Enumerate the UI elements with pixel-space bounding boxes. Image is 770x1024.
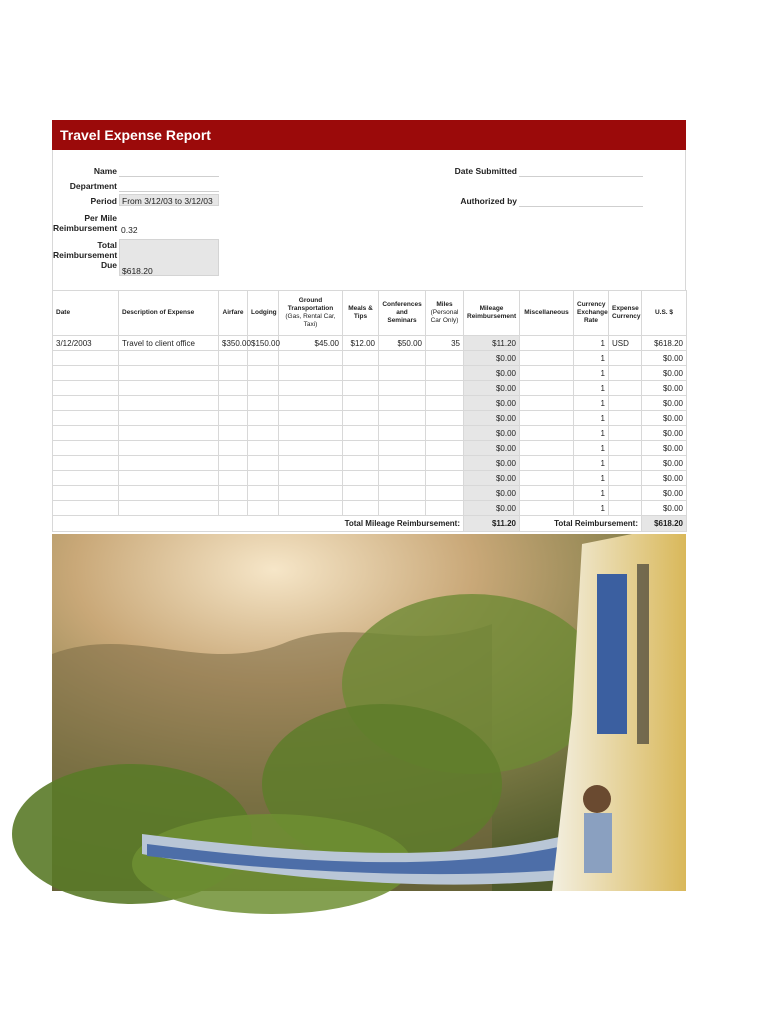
- cell-meals[interactable]: [343, 381, 379, 396]
- report-title: Travel Expense Report: [52, 120, 686, 150]
- authorized-by-field[interactable]: [519, 195, 643, 207]
- cell-lodging[interactable]: [248, 411, 279, 426]
- cell-miles[interactable]: [426, 396, 464, 411]
- cell-ground[interactable]: [279, 471, 343, 486]
- cell-currency[interactable]: [609, 396, 642, 411]
- cell-lodging[interactable]: [248, 471, 279, 486]
- table-row: [53, 336, 687, 351]
- cell-usd: $0.00: [642, 486, 687, 501]
- cell-ground[interactable]: [279, 411, 343, 426]
- cell-description[interactable]: [119, 426, 219, 441]
- cell-misc[interactable]: [520, 471, 574, 486]
- cell-airfare[interactable]: [219, 426, 248, 441]
- cell-conferences[interactable]: [379, 486, 426, 501]
- cell-miles[interactable]: [426, 501, 464, 516]
- cell-description[interactable]: [119, 351, 219, 366]
- cell-conferences[interactable]: [379, 456, 426, 471]
- cell-meals[interactable]: $12.00: [343, 336, 379, 351]
- name-field[interactable]: [119, 165, 219, 177]
- cell-rate[interactable]: 1: [574, 381, 609, 396]
- table-row: [53, 396, 687, 411]
- header-misc: Miscellaneous: [520, 291, 574, 336]
- cell-mileage: $11.20: [464, 336, 520, 351]
- header-meals: Meals & Tips: [343, 291, 379, 336]
- cell-ground[interactable]: [279, 396, 343, 411]
- cell-date[interactable]: [53, 426, 119, 441]
- period-field[interactable]: From 3/12/03 to 3/12/03: [119, 194, 219, 206]
- cell-airfare[interactable]: [219, 366, 248, 381]
- cell-ground[interactable]: [279, 351, 343, 366]
- totals-row: [53, 516, 687, 532]
- cell-currency[interactable]: [609, 351, 642, 366]
- cell-rate[interactable]: 1: [574, 411, 609, 426]
- cell-usd: $0.00: [642, 471, 687, 486]
- table-row: [53, 366, 687, 381]
- header-miles: Miles (Personal Car Only): [426, 291, 464, 336]
- cell-lodging[interactable]: [248, 351, 279, 366]
- cell-conferences[interactable]: [379, 441, 426, 456]
- table-row: [53, 486, 687, 501]
- cell-conferences[interactable]: [379, 396, 426, 411]
- total-reimbursement-label: Total Reimbursement:: [520, 516, 642, 532]
- cell-rate[interactable]: 1: [574, 441, 609, 456]
- cell-misc[interactable]: [520, 366, 574, 381]
- cell-conferences[interactable]: [379, 381, 426, 396]
- cell-ground[interactable]: [279, 441, 343, 456]
- cell-usd: $0.00: [642, 381, 687, 396]
- cell-airfare[interactable]: [219, 501, 248, 516]
- cell-meals[interactable]: [343, 441, 379, 456]
- cell-conferences[interactable]: [379, 411, 426, 426]
- cell-currency[interactable]: [609, 426, 642, 441]
- table-row: [53, 471, 687, 486]
- cell-usd: $0.00: [642, 501, 687, 516]
- cell-lodging[interactable]: [248, 501, 279, 516]
- cell-usd: $0.00: [642, 411, 687, 426]
- cell-ground[interactable]: [279, 381, 343, 396]
- cell-conferences[interactable]: [379, 426, 426, 441]
- cell-description[interactable]: Travel to client office: [119, 336, 219, 351]
- total-reimbursement-value: $618.20: [642, 516, 687, 532]
- cell-meals[interactable]: [343, 351, 379, 366]
- authorized-by-label: Authorized by: [460, 196, 517, 206]
- cell-meals[interactable]: [343, 396, 379, 411]
- cell-airfare[interactable]: [219, 456, 248, 471]
- header-mileage: Mileage Reimbursement: [464, 291, 520, 336]
- cell-usd: $618.20: [642, 336, 687, 351]
- cell-conferences[interactable]: [379, 471, 426, 486]
- cell-description[interactable]: [119, 456, 219, 471]
- cell-rate[interactable]: 1: [574, 351, 609, 366]
- cell-usd: $0.00: [642, 441, 687, 456]
- cell-misc[interactable]: [520, 396, 574, 411]
- cell-lodging[interactable]: $150.00: [248, 336, 279, 351]
- cell-miles[interactable]: [426, 381, 464, 396]
- cell-lodging[interactable]: [248, 486, 279, 501]
- cell-usd: $0.00: [642, 366, 687, 381]
- cell-date[interactable]: [53, 351, 119, 366]
- cell-lodging[interactable]: [248, 426, 279, 441]
- table-row: [53, 456, 687, 471]
- cell-rate[interactable]: 1: [574, 396, 609, 411]
- cell-mileage: $0.00: [464, 471, 520, 486]
- cell-date[interactable]: [53, 486, 119, 501]
- table-row: [53, 501, 687, 516]
- cell-date[interactable]: [53, 396, 119, 411]
- cell-date[interactable]: [53, 441, 119, 456]
- cell-rate[interactable]: 1: [574, 501, 609, 516]
- cell-meals[interactable]: [343, 456, 379, 471]
- cell-rate[interactable]: 1: [574, 336, 609, 351]
- date-submitted-label: Date Submitted: [454, 166, 517, 176]
- per-mile-label: Per Mile Reimbursement: [53, 213, 118, 233]
- cell-currency[interactable]: [609, 366, 642, 381]
- cell-currency[interactable]: [609, 441, 642, 456]
- cell-description[interactable]: [119, 441, 219, 456]
- cell-date[interactable]: [53, 366, 119, 381]
- cell-misc[interactable]: [520, 456, 574, 471]
- cell-mileage: $0.00: [464, 501, 520, 516]
- cell-miles[interactable]: [426, 441, 464, 456]
- cell-misc[interactable]: [520, 426, 574, 441]
- cell-date[interactable]: [53, 456, 119, 471]
- cell-miles[interactable]: [426, 456, 464, 471]
- cell-mileage: $0.00: [464, 351, 520, 366]
- cell-airfare[interactable]: [219, 441, 248, 456]
- name-label: Name: [93, 166, 117, 176]
- cell-misc[interactable]: [520, 351, 574, 366]
- cell-airfare[interactable]: [219, 471, 248, 486]
- cell-description[interactable]: [119, 486, 219, 501]
- cell-description[interactable]: [119, 366, 219, 381]
- cell-misc[interactable]: [520, 486, 574, 501]
- expense-table: [52, 290, 687, 532]
- report-info-section: [52, 150, 686, 290]
- cell-miles[interactable]: [426, 426, 464, 441]
- cell-currency[interactable]: [609, 471, 642, 486]
- cell-misc[interactable]: [520, 381, 574, 396]
- department-field[interactable]: [119, 180, 219, 192]
- cell-currency[interactable]: [609, 456, 642, 471]
- cell-conferences[interactable]: [379, 501, 426, 516]
- cell-misc[interactable]: [520, 441, 574, 456]
- table-row: [53, 426, 687, 441]
- header-currency: Expense Currency: [609, 291, 642, 336]
- cell-lodging[interactable]: [248, 396, 279, 411]
- cell-rate[interactable]: 1: [574, 486, 609, 501]
- cell-description[interactable]: [119, 411, 219, 426]
- cell-meals[interactable]: [343, 366, 379, 381]
- cell-misc[interactable]: [520, 411, 574, 426]
- cell-date[interactable]: [53, 471, 119, 486]
- header-conferences: Conferences and Seminars: [379, 291, 426, 336]
- cell-meals[interactable]: [343, 486, 379, 501]
- cell-mileage: $0.00: [464, 381, 520, 396]
- table-header-row: [53, 291, 687, 336]
- per-mile-field[interactable]: 0.32: [121, 225, 138, 235]
- table-body: [53, 336, 687, 516]
- header-airfare: Airfare: [219, 291, 248, 336]
- cell-misc[interactable]: [520, 336, 574, 351]
- cell-date[interactable]: [53, 501, 119, 516]
- cell-airfare[interactable]: $350.00: [219, 336, 248, 351]
- header-lodging: Lodging: [248, 291, 279, 336]
- total-mileage-label: Total Mileage Reimbursement:: [53, 516, 464, 532]
- cell-mileage: $0.00: [464, 456, 520, 471]
- cell-date[interactable]: [53, 411, 119, 426]
- cell-airfare[interactable]: [219, 351, 248, 366]
- header-date: Date: [53, 291, 119, 336]
- table-row: [53, 411, 687, 426]
- date-submitted-field[interactable]: [519, 165, 643, 177]
- cell-currency[interactable]: [609, 501, 642, 516]
- cell-ground[interactable]: [279, 426, 343, 441]
- cell-airfare[interactable]: [219, 411, 248, 426]
- cell-meals[interactable]: [343, 501, 379, 516]
- cell-ground[interactable]: [279, 366, 343, 381]
- cell-currency[interactable]: [609, 381, 642, 396]
- cell-miles[interactable]: [426, 411, 464, 426]
- header-usd: U.S. $: [642, 291, 687, 336]
- cell-rate[interactable]: 1: [574, 426, 609, 441]
- header-ground: Ground Transportation (Gas, Rental Car, Taxi): [279, 291, 343, 336]
- cell-lodging[interactable]: [248, 381, 279, 396]
- cell-miles[interactable]: 35: [426, 336, 464, 351]
- cell-usd: $0.00: [642, 351, 687, 366]
- header-description: Description of Expense: [119, 291, 219, 336]
- cell-rate[interactable]: 1: [574, 456, 609, 471]
- train-photo: [52, 534, 686, 891]
- cell-rate[interactable]: 1: [574, 471, 609, 486]
- total-mileage-value: $11.20: [464, 516, 520, 532]
- cell-miles[interactable]: [426, 471, 464, 486]
- cell-mileage: $0.00: [464, 396, 520, 411]
- cell-meals[interactable]: [343, 411, 379, 426]
- cell-meals[interactable]: [343, 471, 379, 486]
- cell-description[interactable]: [119, 396, 219, 411]
- cell-usd: $0.00: [642, 396, 687, 411]
- cell-usd: $0.00: [642, 456, 687, 471]
- cell-description[interactable]: [119, 381, 219, 396]
- cell-airfare[interactable]: [219, 396, 248, 411]
- cell-lodging[interactable]: [248, 441, 279, 456]
- cell-airfare[interactable]: [219, 486, 248, 501]
- cell-usd: $0.00: [642, 426, 687, 441]
- cell-mileage: $0.00: [464, 486, 520, 501]
- cell-date[interactable]: 3/12/2003: [53, 336, 119, 351]
- cell-lodging[interactable]: [248, 456, 279, 471]
- period-label: Period: [90, 196, 117, 206]
- cell-mileage: $0.00: [464, 441, 520, 456]
- cell-conferences[interactable]: [379, 366, 426, 381]
- cell-misc[interactable]: [520, 501, 574, 516]
- cell-ground[interactable]: $45.00: [279, 336, 343, 351]
- cell-airfare[interactable]: [219, 381, 248, 396]
- cell-miles[interactable]: [426, 351, 464, 366]
- cell-mileage: $0.00: [464, 366, 520, 381]
- cell-description[interactable]: [119, 471, 219, 486]
- cell-currency[interactable]: [609, 411, 642, 426]
- department-label: Department: [69, 181, 117, 191]
- cell-miles[interactable]: [426, 486, 464, 501]
- total-due-label: Total Reimbursement Due: [53, 240, 118, 270]
- table-row: [53, 441, 687, 456]
- cell-mileage: $0.00: [464, 426, 520, 441]
- cell-rate[interactable]: 1: [574, 366, 609, 381]
- cell-currency[interactable]: [609, 486, 642, 501]
- table-row: [53, 351, 687, 366]
- header-rate: Currency Exchange Rate: [574, 291, 609, 336]
- total-due-field: $618.20: [119, 239, 219, 276]
- cell-conferences[interactable]: [379, 351, 426, 366]
- cell-description[interactable]: [119, 501, 219, 516]
- cell-ground[interactable]: [279, 501, 343, 516]
- cell-lodging[interactable]: [248, 366, 279, 381]
- table-row: [53, 381, 687, 396]
- cell-currency[interactable]: USD: [609, 336, 642, 351]
- cell-ground[interactable]: [279, 486, 343, 501]
- cell-meals[interactable]: [343, 426, 379, 441]
- cell-ground[interactable]: [279, 456, 343, 471]
- cell-miles[interactable]: [426, 366, 464, 381]
- cell-conferences[interactable]: $50.00: [379, 336, 426, 351]
- cell-mileage: $0.00: [464, 411, 520, 426]
- expense-report-sheet: [52, 120, 686, 532]
- cell-date[interactable]: [53, 381, 119, 396]
